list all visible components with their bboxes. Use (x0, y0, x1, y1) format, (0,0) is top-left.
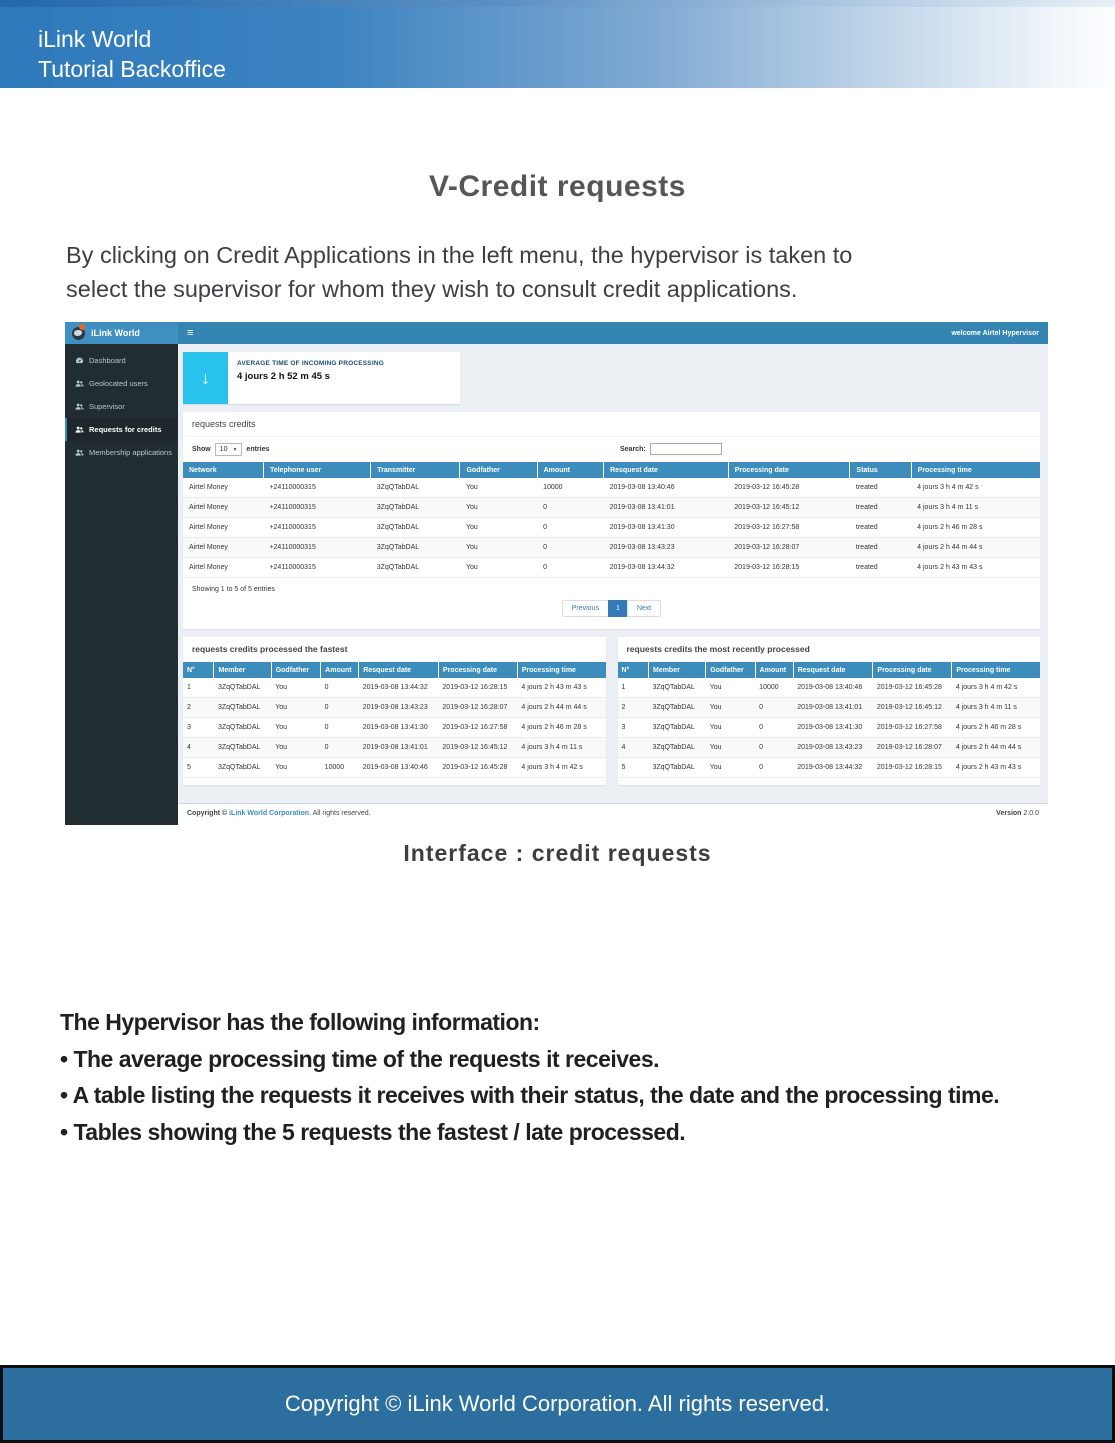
table-cell: 3ZqQTabDAL (648, 738, 705, 758)
intro-line-1: By clicking on Credit Applications in the left menu, the hypervisor is taken to (66, 242, 853, 268)
table-cell: 2019-03-08 13:41:30 (604, 518, 729, 538)
table-cell: 2019-03-08 13:40:46 (793, 678, 873, 698)
pagination-previous-button[interactable]: Previous (562, 600, 609, 617)
column-header[interactable]: Network (183, 462, 263, 478)
table-cell: +24110000315 (263, 558, 370, 578)
table-cell: 0 (321, 738, 359, 758)
table-cell: 3ZqQTabDAL (371, 558, 460, 578)
table-cell: 4 jours 2 h 44 m 44 s (517, 698, 605, 718)
document-header (0, 0, 1115, 88)
info-bullet-1: • The average processing time of the requests it receives. (60, 1045, 660, 1072)
column-header[interactable]: Transmitter (371, 462, 460, 478)
table-cell: 3ZqQTabDAL (214, 718, 271, 738)
screenshot-caption: Interface : credit requests (403, 840, 712, 866)
users-icon (75, 402, 84, 411)
requests-credits-panel (183, 412, 1040, 629)
table-cell: 2 (183, 698, 214, 718)
table-cell: 2019-03-08 13:41:01 (604, 498, 729, 518)
table-cell: 0 (537, 558, 604, 578)
table-cell: 4 jours 3 h 4 m 11 s (952, 698, 1040, 718)
sidebar-item-label: Membership applications (89, 448, 172, 457)
table-header-row (183, 662, 606, 678)
showing-entries-text: Showing 1 to 5 of 5 entries (192, 586, 275, 593)
table-cell: 2019-03-08 13:44:32 (604, 558, 729, 578)
table-cell: You (460, 518, 537, 538)
table-cell: 2019-03-12 16:45:28 (873, 678, 952, 698)
table-cell: 2019-03-08 13:41:01 (359, 738, 439, 758)
stat-value: 4 jours 2 h 52 m 45 s (237, 371, 330, 382)
table-cell: 2019-03-08 13:44:32 (359, 678, 439, 698)
table-cell: 4 jours 3 h 4 m 11 s (517, 738, 605, 758)
column-header[interactable]: Amount (321, 662, 359, 678)
down-arrow-icon: ↓ (183, 352, 228, 404)
table-row (618, 758, 1041, 778)
table-cell: +24110000315 (263, 478, 370, 498)
app-version: Version 2.0.0 (996, 810, 1039, 817)
table-cell: 0 (537, 518, 604, 538)
table-cell: You (706, 678, 755, 698)
table-cell: Airtel Money (183, 478, 263, 498)
table-cell: 2019-03-12 16:27:58 (438, 718, 517, 738)
table-cell: 3ZqQTabDAL (371, 478, 460, 498)
table-row (183, 518, 1040, 538)
backoffice-screenshot (65, 322, 1048, 825)
table-cell: 2019-03-12 16:45:28 (728, 478, 850, 498)
pagination-next-button[interactable]: Next (627, 600, 661, 617)
table-cell: Airtel Money (183, 538, 263, 558)
search-label: Search: (620, 445, 646, 453)
table-cell: 4 jours 3 h 4 m 42 s (911, 478, 1040, 498)
table-row (183, 758, 606, 778)
table-cell: 0 (755, 698, 793, 718)
intro-line-2: select the supervisor for whom they wish to consult credit applications. (66, 276, 798, 302)
info-bullet-2: • A table listing the requests it receives with their status, the date and the processing time. (60, 1082, 1000, 1108)
table-cell: 2019-03-08 13:40:46 (359, 758, 439, 778)
welcome-user-menu[interactable]: welcome Airtel Hypervisor (951, 329, 1039, 337)
table-row (183, 538, 1040, 558)
table-cell: 2019-03-12 16:45:12 (873, 698, 952, 718)
table-cell: 5 (618, 758, 649, 778)
table-cell: 3ZqQTabDAL (214, 758, 271, 778)
table-cell: 4 jours 2 h 46 m 28 s (952, 718, 1040, 738)
fastest-requests-table (183, 662, 606, 778)
chevron-down-icon: ▼ (232, 446, 238, 453)
column-header[interactable]: N° (618, 662, 649, 678)
panel-title: requests credits the most recently processed (618, 637, 1041, 662)
info-bullet-3: • Tables showing the 5 requests the fastest / late processed. (60, 1118, 686, 1145)
column-header[interactable]: Amount (755, 662, 793, 678)
globe-logo-icon (72, 327, 85, 340)
sidebar-item-dashboard[interactable] (65, 349, 178, 372)
table-row (618, 738, 1041, 758)
app-logo[interactable] (65, 322, 178, 344)
table-cell: 2019-03-12 16:28:07 (873, 738, 952, 758)
table-cell: Airtel Money (183, 518, 263, 538)
info-heading: The Hypervisor has the following information: (60, 1009, 540, 1035)
table-cell: You (460, 498, 537, 518)
table-cell: You (271, 758, 320, 778)
table-row (618, 678, 1041, 698)
table-cell: 0 (755, 758, 793, 778)
sidebar-item-supervisor[interactable] (65, 395, 178, 418)
table-cell: 0 (321, 718, 359, 738)
table-cell: 4 jours 3 h 4 m 42 s (952, 678, 1040, 698)
table-cell: You (271, 678, 320, 698)
table-cell: +24110000315 (263, 498, 370, 518)
table-cell: You (706, 758, 755, 778)
column-header[interactable]: Resquest date (604, 462, 729, 478)
table-cell: treated (850, 518, 911, 538)
table-cell: 4 jours 3 h 4 m 42 s (517, 758, 605, 778)
table-row (183, 498, 1040, 518)
table-cell: 2 (618, 698, 649, 718)
app-sidebar (65, 344, 178, 825)
sidebar-item-requests-for-credits[interactable] (65, 418, 178, 441)
company-link[interactable]: iLink World Corporation (229, 810, 310, 817)
table-cell: 2019-03-08 13:43:23 (793, 738, 873, 758)
table-cell: You (460, 558, 537, 578)
users-icon (75, 425, 84, 434)
column-header[interactable]: Resquest date (793, 662, 873, 678)
column-header[interactable]: Processing date (438, 662, 517, 678)
table-cell: 3ZqQTabDAL (648, 678, 705, 698)
table-cell: 3 (183, 718, 214, 738)
column-header[interactable]: N° (183, 662, 214, 678)
table-cell: 2019-03-12 16:28:15 (728, 558, 850, 578)
recent-requests-table (618, 662, 1041, 778)
column-header[interactable]: Processing date (728, 462, 850, 478)
column-header[interactable]: Godfather (460, 462, 537, 478)
sidebar-item-membership-applications[interactable] (65, 441, 178, 464)
table-cell: 1 (618, 678, 649, 698)
table-row (618, 698, 1041, 718)
table-cell: You (460, 538, 537, 558)
requests-credits-table (183, 462, 1040, 578)
table-cell: 4 jours 2 h 43 m 43 s (952, 758, 1040, 778)
table-header-row (618, 662, 1041, 678)
sidebar-item-label: Requests for credits (89, 425, 162, 434)
table-cell: 4 jours 2 h 44 m 44 s (911, 538, 1040, 558)
document-footer-text: Copyright © iLink World Corporation. All rights reserved. (284, 1391, 831, 1416)
table-cell: 2019-03-08 13:41:30 (793, 718, 873, 738)
column-header[interactable]: Godfather (271, 662, 320, 678)
table-cell: 2019-03-12 16:45:12 (438, 738, 517, 758)
header-brand: iLink World (38, 26, 152, 52)
sidebar-item-geolocated-users[interactable] (65, 372, 178, 395)
column-header[interactable]: Member (214, 662, 271, 678)
table-cell: 3ZqQTabDAL (214, 738, 271, 758)
table-row (183, 558, 1040, 578)
table-header-row (183, 462, 1040, 478)
table-cell: 2019-03-08 13:44:32 (793, 758, 873, 778)
column-header[interactable]: Processing time (952, 662, 1040, 678)
page-title: V-Credit requests (429, 170, 686, 203)
table-cell: 0 (755, 738, 793, 758)
table-cell: 1 (183, 678, 214, 698)
table-cell: 0 (537, 538, 604, 558)
table-cell: 3ZqQTabDAL (371, 518, 460, 538)
column-header[interactable]: Processing time (517, 662, 605, 678)
app-navbar (65, 322, 1048, 344)
table-cell: 3 (618, 718, 649, 738)
app-content (178, 344, 1048, 795)
table-cell: 2019-03-12 16:28:07 (438, 698, 517, 718)
pagination (183, 593, 1040, 629)
info-block (60, 1004, 1100, 1150)
table-cell: You (706, 718, 755, 738)
stat-label: AVERAGE TIME OF INCOMING PROCESSING (237, 360, 385, 367)
users-icon (75, 379, 84, 388)
column-header[interactable]: Member (648, 662, 705, 678)
table-cell: treated (850, 538, 911, 558)
panel-title: requests credits (183, 412, 1040, 437)
page-size-value: 10 (219, 446, 228, 453)
table-cell: 2019-03-12 16:45:12 (728, 498, 850, 518)
table-cell: 4 jours 2 h 46 m 28 s (911, 518, 1040, 538)
table-row (183, 718, 606, 738)
table-cell: 10000 (321, 758, 359, 778)
table-cell: 2019-03-08 13:41:01 (793, 698, 873, 718)
table-cell: 4 jours 2 h 43 m 43 s (911, 558, 1040, 578)
table-cell: 0 (755, 718, 793, 738)
table-cell: 2019-03-08 13:40:46 (604, 478, 729, 498)
table-cell: 2019-03-08 13:43:23 (604, 538, 729, 558)
table-cell: treated (850, 498, 911, 518)
table-cell: You (271, 698, 320, 718)
table-cell: 3ZqQTabDAL (371, 498, 460, 518)
sidebar-item-label: Geolocated users (89, 379, 148, 388)
table-cell: 2019-03-08 13:43:23 (359, 698, 439, 718)
table-row (183, 738, 606, 758)
table-cell: +24110000315 (263, 518, 370, 538)
table-cell: 0 (321, 698, 359, 718)
table-cell: 3ZqQTabDAL (371, 538, 460, 558)
table-cell: 4 jours 2 h 46 m 28 s (517, 718, 605, 738)
table-cell: You (706, 698, 755, 718)
table-cell: 0 (537, 498, 604, 518)
table-cell: 2019-03-12 16:27:58 (873, 718, 952, 738)
users-icon (75, 448, 84, 457)
table-cell: 2019-03-12 16:27:58 (728, 518, 850, 538)
page-size-select[interactable] (215, 443, 243, 456)
table-row (183, 678, 606, 698)
table-cell: Airtel Money (183, 558, 263, 578)
column-header[interactable]: Godfather (706, 662, 755, 678)
table-cell: 2019-03-12 16:28:07 (728, 538, 850, 558)
sidebar-item-label: Supervisor (89, 402, 125, 411)
header-subtitle: Tutorial Backoffice (38, 56, 226, 82)
table-cell: Airtel Money (183, 498, 263, 518)
table-cell: 4 jours 3 h 4 m 11 s (911, 498, 1040, 518)
entries-label: entries (246, 446, 270, 453)
table-cell: 4 jours 2 h 43 m 43 s (517, 678, 605, 698)
table-cell: 2019-03-08 13:41:30 (359, 718, 439, 738)
table-cell: 2019-03-12 16:28:15 (873, 758, 952, 778)
table-cell: 10000 (537, 478, 604, 498)
table-cell: 5 (183, 758, 214, 778)
pagination-page-1-button[interactable]: 1 (608, 600, 628, 617)
column-header[interactable]: Telephone user (263, 462, 370, 478)
hamburger-menu-icon[interactable]: ≡ (187, 326, 194, 339)
app-navbar-main (178, 322, 1048, 344)
search-input[interactable] (650, 443, 722, 455)
average-time-card (183, 352, 460, 404)
table-cell: 4 (183, 738, 214, 758)
panel-title: requests credits processed the fastest (183, 637, 606, 662)
table-cell: You (706, 738, 755, 758)
table-row (183, 698, 606, 718)
intro-paragraph (66, 238, 1076, 306)
table-controls (183, 437, 1040, 462)
table-cell: You (271, 718, 320, 738)
document-footer (0, 1365, 1115, 1443)
table-row (618, 718, 1041, 738)
column-header[interactable]: Resquest date (359, 662, 439, 678)
column-header[interactable]: Status (850, 462, 911, 478)
table-cell: 4 jours 2 h 44 m 44 s (952, 738, 1040, 758)
table-cell: 3ZqQTabDAL (648, 758, 705, 778)
column-header[interactable]: Processing date (873, 662, 952, 678)
app-footer (178, 803, 1048, 825)
dashboard-icon (75, 356, 84, 365)
fastest-requests-panel (183, 637, 606, 785)
column-header[interactable]: Amount (537, 462, 604, 478)
table-cell: treated (850, 478, 911, 498)
table-cell: 4 (618, 738, 649, 758)
column-header[interactable]: Processing time (911, 462, 1040, 478)
table-row (183, 478, 1040, 498)
table-cell: You (271, 738, 320, 758)
table-cell: You (460, 478, 537, 498)
table-cell: 2019-03-12 16:28:15 (438, 678, 517, 698)
table-cell: 3ZqQTabDAL (214, 698, 271, 718)
table-cell: 0 (321, 678, 359, 698)
table-cell: treated (850, 558, 911, 578)
table-cell: 3ZqQTabDAL (648, 698, 705, 718)
app-brand: iLink World (91, 328, 140, 338)
table-cell: +24110000315 (263, 538, 370, 558)
recent-requests-panel (618, 637, 1041, 785)
table-cell: 2019-03-12 16:45:28 (438, 758, 517, 778)
table-cell: 10000 (755, 678, 793, 698)
table-cell: 3ZqQTabDAL (214, 678, 271, 698)
show-label: Show (192, 446, 211, 453)
table-cell: 3ZqQTabDAL (648, 718, 705, 738)
app-copyright: Copyright © iLink World Corporation. All rights reserved. (187, 810, 371, 817)
sidebar-item-label: Dashboard (89, 356, 126, 365)
